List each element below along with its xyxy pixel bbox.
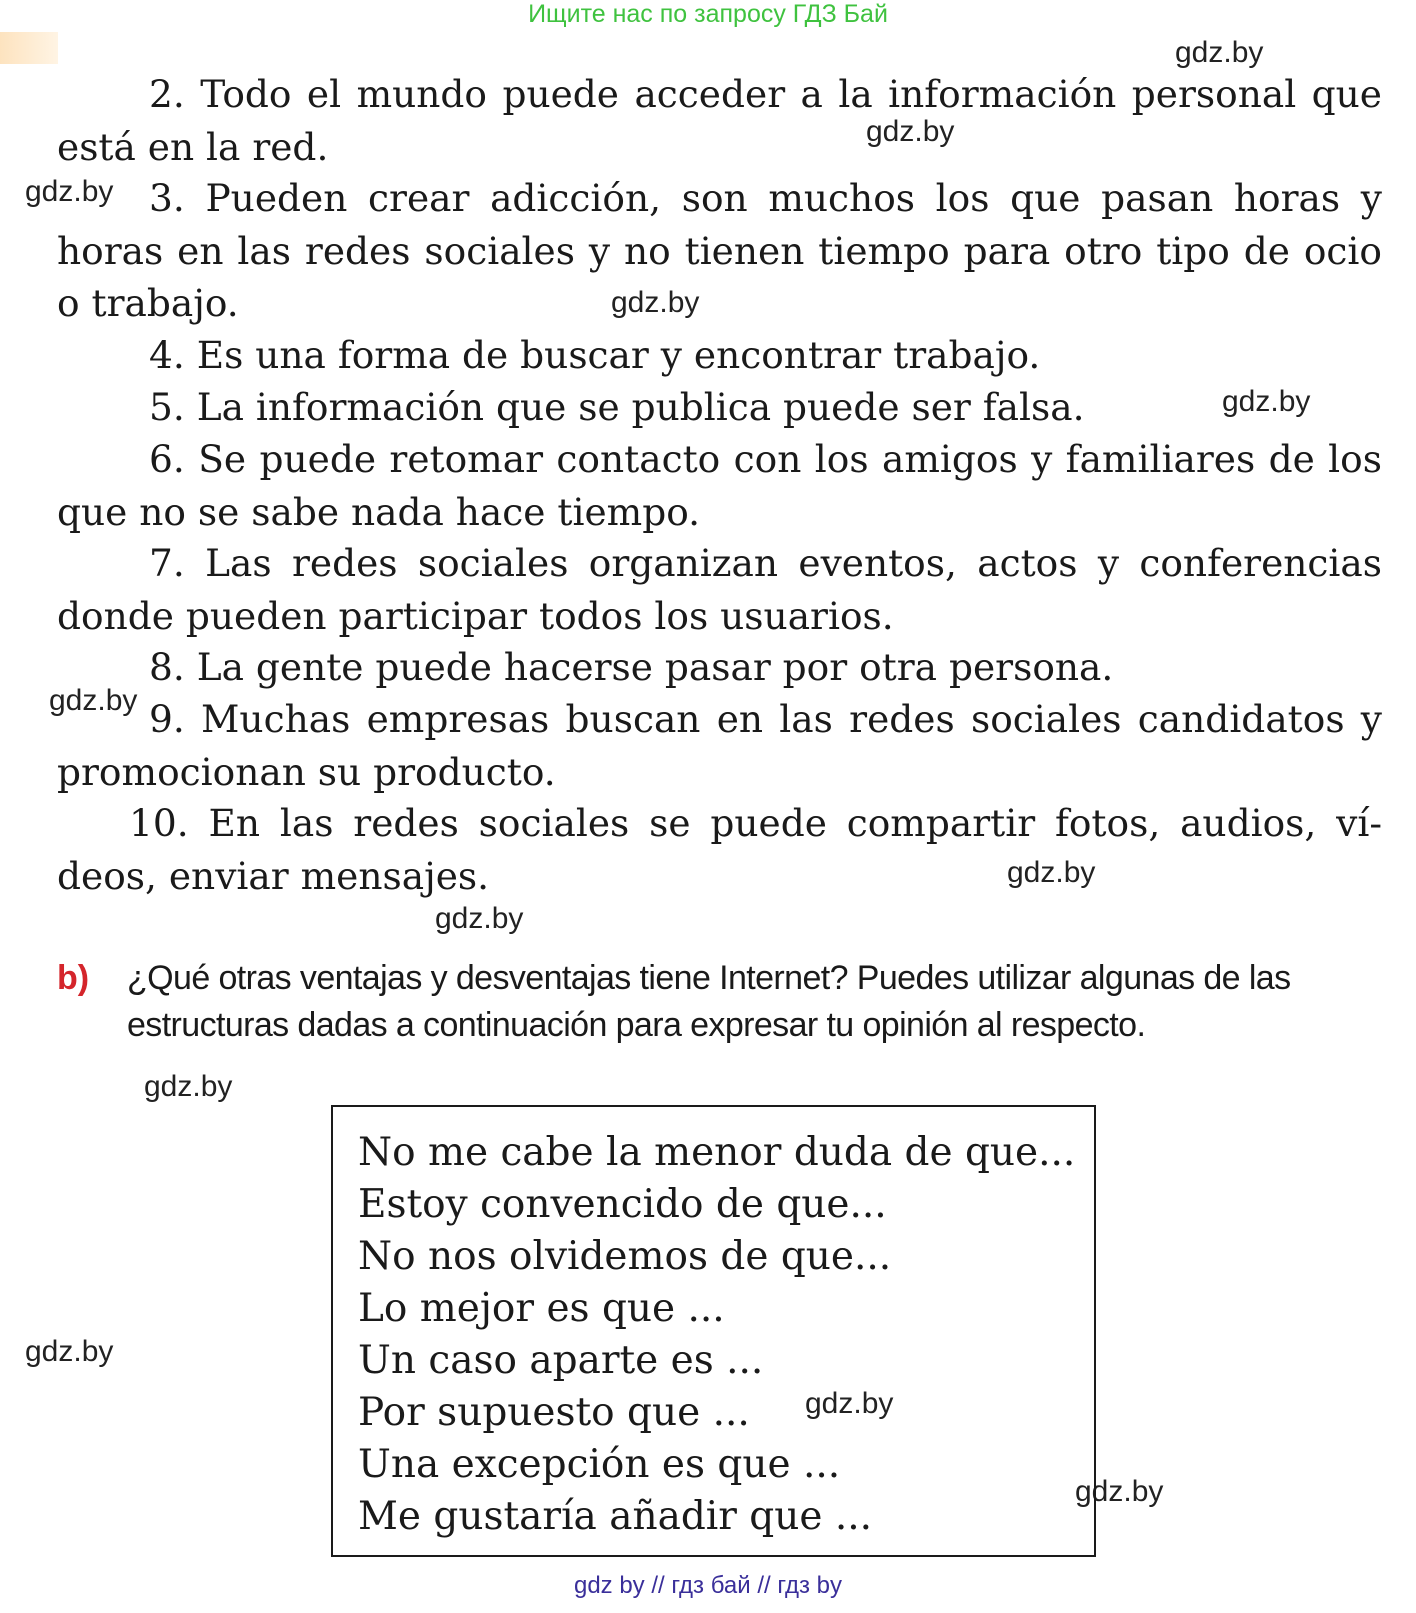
- item-number: 6.: [149, 437, 185, 481]
- phrase-item: No nos olvidemos de que...: [358, 1234, 892, 1279]
- item-text: En las redes sociales se puede compartir fotos, audios, vídeos, enviar mensajes.: [57, 801, 1383, 898]
- item-number: 7.: [149, 541, 185, 585]
- phrase-item: Lo mejor es que ...: [358, 1286, 725, 1331]
- item-number: 4.: [149, 333, 185, 377]
- section-letter: b): [57, 959, 90, 997]
- item-number: 2.: [149, 72, 185, 116]
- watermark: gdz.by: [49, 684, 138, 717]
- watermark: gdz.by: [25, 1335, 114, 1368]
- item-number: 10.: [129, 801, 189, 845]
- item-text: Pueden crear adicción, son muchos los que pasan horas y horas en las redes sociales y no tienen tiempo para otro tipo de ocio o trabajo.: [57, 176, 1382, 325]
- phrase-item: No me cabe la menor duda de que...: [358, 1130, 1076, 1175]
- page-corner-tab: [0, 32, 58, 64]
- phrase-item: Estoy convencido de que...: [358, 1182, 887, 1227]
- search-banner[interactable]: Ищите нас по запросу ГДЗ Бай: [528, 0, 888, 28]
- watermark: gdz.by: [1075, 1475, 1164, 1508]
- watermark: gdz.by: [611, 286, 700, 319]
- phrase-item: Una excepción es que ...: [358, 1442, 841, 1487]
- footer-links[interactable]: gdz by // гдз бай // гдз by: [573, 1572, 843, 1599]
- list-item: [57, 68, 1382, 173]
- phrase-item: Un caso aparte es ...: [358, 1338, 764, 1383]
- item-text: Muchas empresas buscan en las redes sociales candidatos y promocionan su producto.: [57, 697, 1382, 794]
- item-text: La gente puede hacerse pasar por otra persona.: [196, 645, 1114, 689]
- phrase-item: Me gustaría añadir que ...: [358, 1494, 873, 1539]
- list-item: [57, 381, 1382, 434]
- watermark: gdz.by: [144, 1070, 233, 1103]
- list-item: [57, 329, 1382, 382]
- watermark: gdz.by: [1175, 36, 1264, 69]
- item-text: Todo el mundo puede acceder a la información personal que está en la red.: [57, 72, 1382, 169]
- list-item: [57, 433, 1382, 538]
- list-item: [57, 537, 1382, 642]
- item-number: 9.: [149, 697, 185, 741]
- list-item: [57, 641, 1382, 694]
- phrase-box: [331, 1105, 1096, 1557]
- watermark: gdz.by: [1222, 385, 1311, 418]
- watermark: gdz.by: [805, 1387, 894, 1420]
- phrase-list: [333, 1107, 1094, 1543]
- watermark: gdz.by: [25, 175, 114, 208]
- item-text: Las redes sociales organizan eventos, actos y conferencias donde pueden participar todos los usuarios.: [57, 541, 1383, 638]
- watermark: gdz.by: [435, 902, 524, 935]
- item-text: Es una forma de buscar y encontrar trabajo.: [196, 333, 1041, 377]
- item-number: 3.: [149, 176, 185, 220]
- list-item: [57, 172, 1382, 330]
- watermark: gdz.by: [1007, 856, 1096, 889]
- item-text: Se puede retomar contacto con los amigos y familiares de los que no se sabe nada hace tiempo.: [57, 437, 1382, 534]
- list-item: [57, 693, 1382, 798]
- phrase-item: Por supuesto que ...: [358, 1390, 750, 1435]
- list-item: [57, 797, 1382, 902]
- section-b-instruction: ¿Qué otras ventajas y desventajas tiene Internet? Puedes utilizar algunas de las estructuras dadas a continuación para expresar tu opinión al respecto.: [127, 959, 1291, 1044]
- item-number: 5.: [149, 385, 185, 429]
- section-b: [57, 955, 1382, 1049]
- item-number: 8.: [149, 645, 185, 689]
- item-text: La información que se publica puede ser falsa.: [196, 385, 1085, 429]
- watermark: gdz.by: [866, 115, 955, 148]
